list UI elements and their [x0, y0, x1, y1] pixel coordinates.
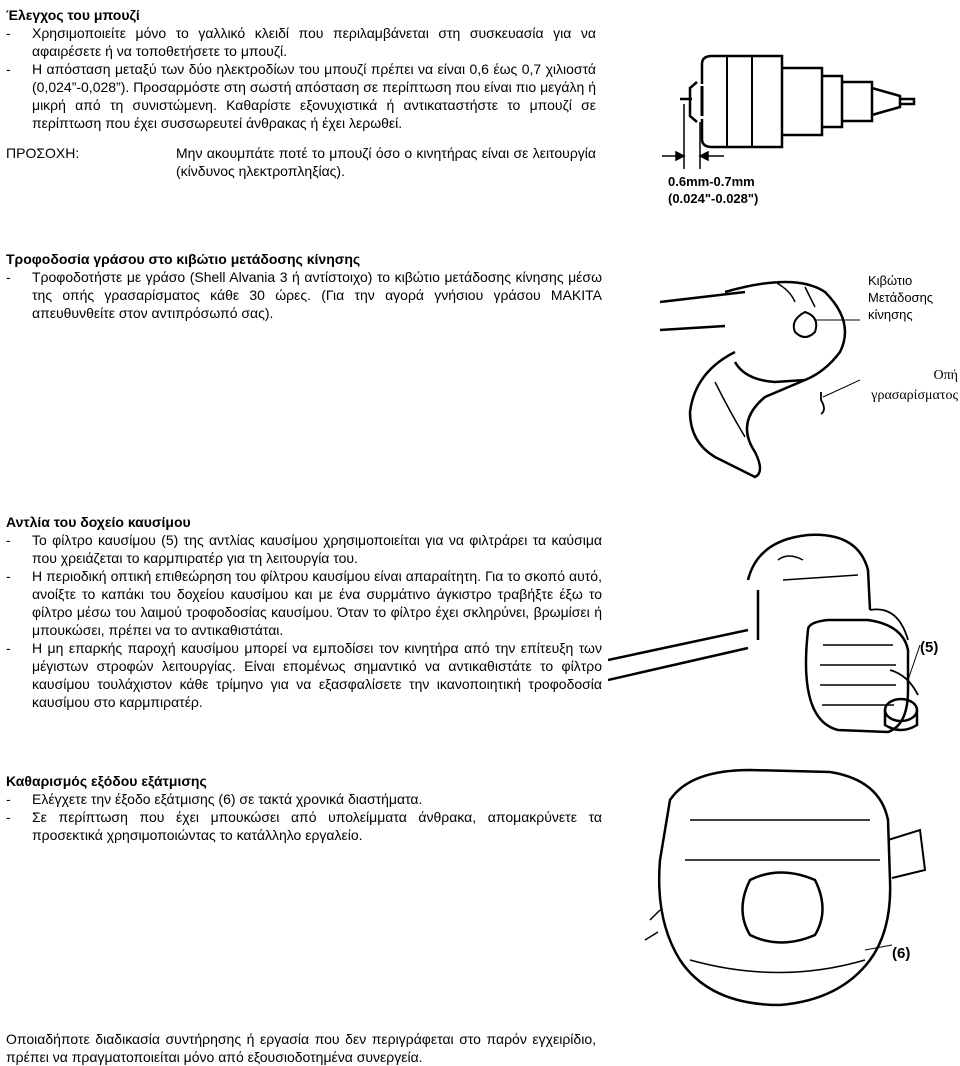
footer-note: Οποιαδήποτε διαδικασία συντήρησης ή εργασία που δεν περιγράφεται στο παρόν εγχειρίδιο, πρέπει να πραγματοποιείται μόνο από εξουσιοδοτημένα συνεργεία. — [6, 1031, 596, 1065]
list-item: - Η μη επαρκής παροχή καυσίμου μπορεί να εμποδίσει τον κινητήρα από την επίτευξη των μέγιστων στροφών λειτουργίας. Είναι επομένως σημαντικό να αντικαθιστάτε το φίλτρο καυσίμου τουλάχιστον κάθε τρίμηνο για να εξασφαλίσετε την ικανοποιητική τροφοδοσία καυσίμου στο καρμπιρατέρ. — [6, 640, 602, 710]
gear-grease-title: Τροφοδοσία γράσου στο κιβώτιο μετάδοσης κίνησης — [6, 251, 361, 267]
callout-5: (5) — [920, 639, 939, 656]
exhaust-title: Καθαρισμός εξόδου εξάτμισης — [6, 773, 207, 789]
gearbox-label: Κιβώτιο Μετάδοσης κίνησης — [868, 273, 934, 322]
gearbox-figure — [655, 262, 860, 492]
spark-plug-figure — [632, 4, 958, 230]
exhaust-section — [6, 772, 602, 844]
fuel-pump-title: Αντλία του δοχείο καυσίμου — [6, 514, 191, 530]
list-item: - Η απόσταση μεταξύ των δύο ηλεκτροδίων του μπουζί πρέπει να είναι 0,6 έως 0,7 χιλιοστά (0,024”-0,028”). Προσαρμόστε στη σωστή απόσταση σε περίπτωση που είναι πιο μεγάλη ή μικρή από τη συνιστώμενη. Καθαρίστε εξονυχιστικά ή αντικαταστήστε το μπουζί σε περίπτωση που έχει συσσωρευτεί άνθρακας ή έχει λερωθεί. — [6, 61, 596, 131]
fuel-filter-figure — [608, 520, 958, 740]
list-item: - Σε περίπτωση που έχει μπουκώσει από υπολείμματα άνθρακα, απομακρύνετε τα προσεκτικά χρησιμοποιώντας το κατάλληλο εργαλείο. — [6, 809, 602, 843]
gap-label-mm: 0.6mm-0.7mm — [668, 174, 755, 189]
warning-label: ΠΡΟΣΟΧΗ: — [6, 145, 80, 161]
warning-text: Μην ακουμπάτε ποτέ το μπουζί όσο ο κινητήρας είναι σε λειτουργία (κίνδυνος ηλεκτροπληξίας). — [176, 145, 596, 179]
list-item: - Χρησιμοποιείτε μόνο το γαλλικό κλειδί που περιλαμβάνεται στη συσκευασία για να αφαιρέσετε ή να τοποθετήσετε το μπουζί. — [6, 25, 596, 59]
spark-plug-title: Έλεγχος του μπουζί — [6, 7, 140, 23]
grease-hole-label: Οπή γρασαρίσματος — [871, 368, 958, 403]
list-item: - Ελέγχετε την έξοδο εξάτμισης (6) σε τακτά χρονικά διαστήματα. — [6, 791, 423, 807]
list-item: - Το φίλτρο καυσίμου (5) της αντλίας καυσίμου χρησιμοποιείται για να φιλτράρει τα καύσιμα που χρειάζεται το καρμπιρατέρ για τη λειτουργία του. — [6, 532, 602, 566]
list-item: - Τροφοδοτήστε με γράσο (Shell Alvania 3 ή αντίστοιχο) το κιβώτιο μετάδοσης κίνησης μέσω της οπής γρασαρίσματος κάθε 30 ώρες. (Για την αγορά γνήσιου γράσου MAKITA απευθυνθείτε στον αντιπρόσωπό σας). — [6, 269, 602, 321]
exhaust-figure — [630, 760, 958, 1020]
list-item: - Η περιοδική οπτική επιθεώρηση του φίλτρου καυσίμου είναι απαραίτητη. Για το σκοπό αυτό, ανοίξτε το καπάκι του δοχείου καυσίμου και με ένα συρμάτινο άγκιστρο τραβήξτε έξω το φίλτρο μέσω του λαιμού τροφοδοσίας καυσίμου. Όταν το φίλτρο έχει σκληρύνει, βρωμίσει ή μπουκώσει, πρέπει να το αντικαθιστάται. — [6, 568, 602, 638]
warning — [6, 144, 596, 180]
spark-plug-section — [6, 6, 596, 180]
callout-6: (6) — [892, 945, 911, 962]
gap-label-inch: (0.024"-0.028") — [668, 191, 759, 206]
fuel-pump-section — [6, 513, 602, 711]
gear-grease-section — [6, 250, 602, 322]
